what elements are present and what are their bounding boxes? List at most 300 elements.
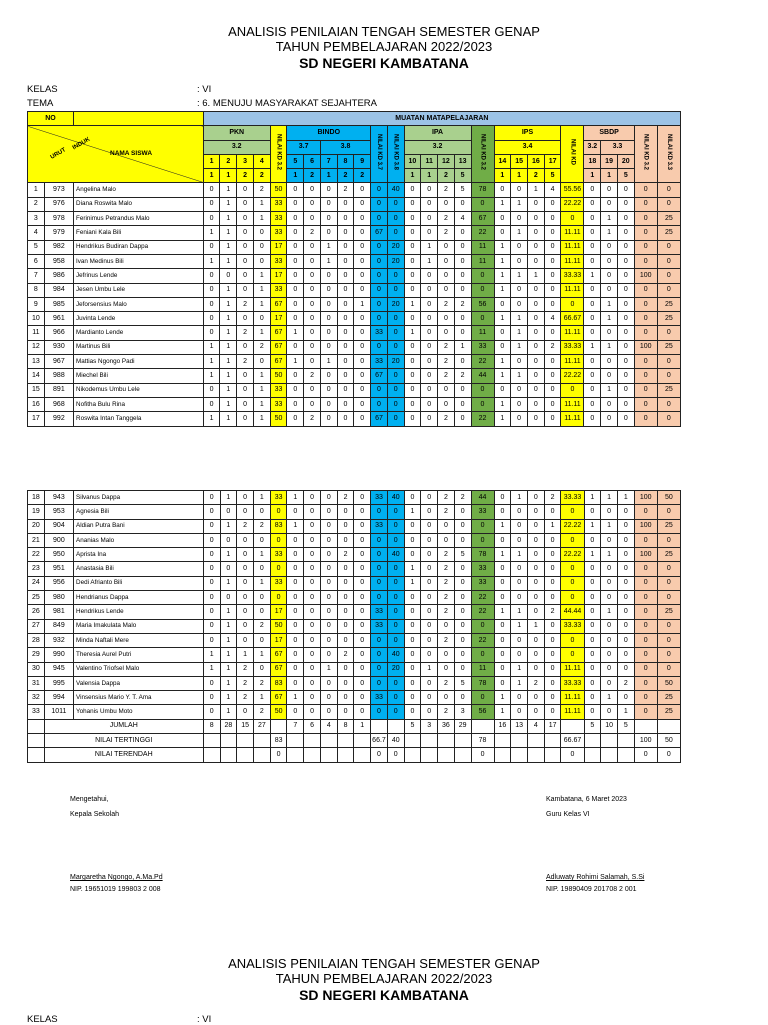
score-cell: 0 [337,240,354,254]
header-question: 14 [494,154,511,168]
score-cell: 0 [544,533,561,547]
header-ips-kd: 3.4 [494,140,561,154]
score-cell: 0 [544,591,561,605]
sig-left-2: Kepala Sekolah [70,811,120,818]
score-cell: 0 [528,662,545,676]
score-cell: 44 [471,369,494,383]
score-cell: 33 [270,548,287,562]
score-cell: 1 [220,355,237,369]
score-cell: 0 [354,383,371,397]
score-cell: 0 [304,519,321,533]
student-name: Ananias Malo [74,533,204,547]
score-cell: 0 [404,254,421,268]
score-cell: 2 [617,676,634,690]
header-bindo-nilai1: NILAI KD 3.7 [371,126,388,183]
score-cell: 0 [584,240,601,254]
score-cell: 0 [387,340,404,354]
score-cell: 0 [404,312,421,326]
score-cell: 3 [454,705,471,719]
score-cell: 1 [220,226,237,240]
score-cell: 40 [387,548,404,562]
score-cell: 0 [634,691,657,705]
score-cell: 67 [270,340,287,354]
score-cell: 0 [584,297,601,311]
score-cell: 1 [253,383,270,397]
score-cell: 1 [511,312,528,326]
score-cell: 0 [337,397,354,411]
header-ipa-nilai: NILAI KD 3.2 [471,126,494,183]
score-cell: 0 [371,591,388,605]
score-cell: 0 [287,397,304,411]
score-cell: 0 [657,648,680,662]
header-weight: 1 [584,169,601,183]
score-cell: 0 [237,619,254,633]
header-weight: 5 [617,169,634,183]
header-question: 12 [438,154,455,168]
score-cell: 0 [320,648,337,662]
score-cell: 0 [634,397,657,411]
score-cell: 33 [471,562,494,576]
score-cell: 0 [511,591,528,605]
score-cell: 67 [471,212,494,226]
score-cell: 0 [404,676,421,690]
score-cell: 17 [270,240,287,254]
score-cell: 0 [287,591,304,605]
score-cell: 0 [337,269,354,283]
score-cell: 0 [404,240,421,254]
score-cell: 0 [203,605,220,619]
score-cell: 0 [304,326,321,340]
score-cell: 0 [387,269,404,283]
score-cell: 1 [253,397,270,411]
score-cell: 0 [438,691,455,705]
score-cell: 2 [304,412,321,426]
score-cell: 11.11 [561,412,584,426]
score-cell: 0 [253,355,270,369]
score-cell: 2 [438,705,455,719]
score-cell: 0 [371,212,388,226]
header-question: 8 [337,154,354,168]
score-cell: 0 [220,505,237,519]
header-pkn-kd: 3.2 [203,140,270,154]
summary-cell: 13 [511,719,528,733]
score-cell: 2 [438,605,455,619]
summary-label: JUMLAH [44,719,203,733]
score-cell: 1 [601,312,618,326]
score-cell: 1 [494,312,511,326]
row-number: 22 [28,548,45,562]
score-cell: 0 [494,383,511,397]
score-cell: 0 [634,412,657,426]
score-cell: 0 [584,355,601,369]
score-cell: 5 [454,183,471,197]
score-cell: 17 [270,605,287,619]
score-cell: 67 [371,226,388,240]
score-cell: 0 [354,326,371,340]
score-cell: 0 [527,355,544,369]
score-cell: 1 [220,183,237,197]
score-cell: 0 [387,397,404,411]
score-cell: 0 [544,705,561,719]
score-cell: 0 [454,254,471,268]
score-cell: 0 [304,397,321,411]
score-cell: 0 [387,383,404,397]
student-id: 995 [44,676,73,690]
score-cell: 0 [634,226,657,240]
score-cell: 0 [544,676,561,690]
score-cell: 33.33 [561,340,584,354]
score-cell: 2 [438,548,455,562]
row-number: 15 [28,383,45,397]
score-cell: 0 [421,619,438,633]
score-cell: 0 [220,591,237,605]
summary-blank [28,719,45,733]
score-cell: 0 [404,533,421,547]
header-question: 5 [287,154,304,168]
row-number: 19 [28,505,45,519]
score-cell: 11.11 [561,705,584,719]
score-cell: 0 [371,676,388,690]
score-cell: 0 [657,562,680,576]
score-cell: 33 [371,326,388,340]
row-number: 12 [28,340,45,354]
score-cell: 1 [421,662,438,676]
score-cell: 0 [634,383,657,397]
score-cell: 0 [354,412,371,426]
score-cell: 0 [528,491,545,505]
score-cell: 0 [203,705,220,719]
score-cell: 0 [511,633,528,647]
summary-cell [220,734,237,748]
score-cell: 0 [354,705,371,719]
score-cell: 0 [584,676,601,690]
score-cell: 56 [471,705,494,719]
table-row [28,619,681,633]
score-cell: 0 [544,240,561,254]
row-number: 1 [28,183,45,197]
score-cell: 25 [657,212,680,226]
score-cell: 2 [454,491,471,505]
score-cell: 4 [544,312,561,326]
score-cell: 1 [253,491,270,505]
score-cell: 0 [237,548,254,562]
score-cell: 0 [387,533,404,547]
score-cell: 0 [634,505,657,519]
score-cell: 0 [320,691,337,705]
score-cell: 2 [438,591,455,605]
student-id: 951 [44,562,73,576]
score-cell: 0 [544,648,561,662]
score-cell: 0 [237,633,254,647]
row-number: 26 [28,605,45,619]
score-cell: 0 [454,662,471,676]
score-cell: 0 [237,183,254,197]
summary-cell [371,719,388,733]
score-cell: 0 [494,212,511,226]
student-name: Ivan Medinus Bili [74,254,204,268]
score-cell: 0 [287,240,304,254]
summary-cell [421,734,438,748]
student-name: Jesen Umbu Lele [74,283,204,297]
score-cell: 1 [203,340,220,354]
score-cell: 0 [601,183,618,197]
summary-cell [287,734,304,748]
score-cell: 0 [387,283,404,297]
score-cell: 1 [494,691,511,705]
score-cell: 22 [471,591,494,605]
score-cell: 20 [387,662,404,676]
score-cell: 1 [320,662,337,676]
score-cell: 0 [354,676,371,690]
score-cell: 0 [634,283,657,297]
score-cell: 1 [354,297,371,311]
summary-cell: 8 [337,719,354,733]
score-cell: 0 [617,619,634,633]
score-cell: 0 [320,212,337,226]
score-cell: 0 [404,369,421,383]
student-id: 930 [44,340,73,354]
score-cell: 0 [438,312,455,326]
score-cell: 0 [203,383,220,397]
score-cell: 1 [220,240,237,254]
score-cell: 0 [634,212,657,226]
score-cell: 0 [544,212,561,226]
title-line-1: ANALISIS PENILAIAN TENGAH SEMESTER GENAP [228,24,540,39]
table-row [28,519,681,533]
score-cell: 0 [253,591,270,605]
score-cell: 0 [657,397,680,411]
score-cell: 0 [421,383,438,397]
row-number: 9 [28,297,45,311]
score-cell: 1 [601,491,618,505]
score-cell: 0 [371,283,388,297]
row-number: 29 [28,648,45,662]
summary-cell [354,748,371,762]
score-cell: 0 [354,691,371,705]
score-cell: 0 [657,183,680,197]
header-question: 10 [404,154,421,168]
score-cell: 0 [494,297,511,311]
score-cell: 0 [404,412,421,426]
score-cell: 0 [237,312,254,326]
score-cell: 0 [511,397,528,411]
score-cell: 0 [454,355,471,369]
score-cell: 0 [237,269,254,283]
score-cell: 0 [601,254,618,268]
score-cell: 2 [337,648,354,662]
score-table-2 [27,490,681,763]
score-cell: 0 [354,283,371,297]
score-cell: 0 [511,297,528,311]
score-cell: 2 [544,491,561,505]
score-cell: 0 [454,326,471,340]
table-row [28,326,681,340]
row-number: 23 [28,562,45,576]
student-name: Hendrikus Budiran Dappa [74,240,204,254]
score-cell: 0 [634,533,657,547]
score-cell: 11.11 [561,662,584,676]
score-cell: 0 [304,183,321,197]
score-cell: 0 [657,197,680,211]
score-cell: 78 [471,676,494,690]
student-id: 978 [44,212,73,226]
score-cell: 0 [337,519,354,533]
score-cell: 2 [253,340,270,354]
score-cell: 2 [337,491,354,505]
score-cell: 1 [220,254,237,268]
score-cell: 25 [657,519,680,533]
score-cell: 0 [287,383,304,397]
score-cell: 0 [421,412,438,426]
score-cell: 0 [304,212,321,226]
score-cell: 0 [354,226,371,240]
summary-cell [634,719,657,733]
score-cell: 0 [287,212,304,226]
score-cell: 0 [304,297,321,311]
summary-cell: 16 [494,719,511,733]
score-cell: 11.11 [561,397,584,411]
score-cell: 0 [657,505,680,519]
score-cell: 4 [454,212,471,226]
summary-cell [337,734,354,748]
summary-blank [28,734,45,748]
score-cell: 0 [421,705,438,719]
score-cell: 0 [287,576,304,590]
score-cell: 0 [584,197,601,211]
score-cell: 0 [561,648,584,662]
score-cell: 25 [657,297,680,311]
header-bindo-kd2: 3.8 [320,140,370,154]
student-id: 990 [44,648,73,662]
score-cell: 1 [544,519,561,533]
score-cell: 83 [270,676,287,690]
header-question: 11 [421,154,438,168]
score-cell: 0 [404,519,421,533]
score-cell: 1 [220,619,237,633]
score-cell: 0 [528,691,545,705]
score-cell: 0 [304,591,321,605]
score-cell: 33 [270,197,287,211]
score-cell: 0 [387,226,404,240]
score-cell: 1 [494,412,511,426]
score-cell: 0 [421,491,438,505]
score-cell: 0 [454,519,471,533]
summary-cell: 66.67 [561,734,584,748]
summary-cell: 0 [270,748,287,762]
summary-cell [511,734,528,748]
score-cell: 0 [354,197,371,211]
score-cell: 0 [527,254,544,268]
score-cell: 0 [337,505,354,519]
header-question: 4 [253,154,270,168]
score-cell: 11.11 [561,691,584,705]
score-cell: 0 [387,312,404,326]
score-cell: 0 [320,226,337,240]
score-cell: 0 [304,633,321,647]
score-cell: 0 [494,326,511,340]
summary-cell: 66.7 [371,734,388,748]
score-cell: 0 [601,619,618,633]
score-cell: 1 [494,355,511,369]
score-cell: 33 [371,519,388,533]
summary-cell: 28 [220,719,237,733]
score-cell: 0 [421,226,438,240]
table-row [28,369,681,383]
score-cell: 0 [421,197,438,211]
score-cell: 0 [287,548,304,562]
score-cell: 0 [404,691,421,705]
score-cell: 2 [237,326,254,340]
score-cell: 0 [354,312,371,326]
score-cell: 2 [253,676,270,690]
student-name: Martinus Bili [74,340,204,354]
score-cell: 0 [304,197,321,211]
row-number: 17 [28,412,45,426]
table-row [28,355,681,369]
summary-cell: 7 [287,719,304,733]
score-cell: 1 [601,605,618,619]
score-cell: 20 [387,297,404,311]
summary-cell [320,748,337,762]
score-cell: 2 [237,297,254,311]
score-cell: 0 [584,691,601,705]
score-cell: 0 [584,533,601,547]
header-weight: 5 [544,169,561,183]
student-name: Roswita Intan Tanggela [74,412,204,426]
score-cell: 0 [494,562,511,576]
footer-kelas-label: KELAS [27,1014,58,1025]
score-cell: 0 [270,533,287,547]
score-cell: 1 [220,326,237,340]
score-cell: 0 [601,269,618,283]
score-cell: 25 [657,383,680,397]
score-cell: 0 [320,312,337,326]
score-cell: 0 [471,269,494,283]
score-cell: 0 [601,562,618,576]
table-row [28,562,681,576]
header-nama: NAMA SISWA [110,150,153,158]
header-question: 20 [617,154,634,168]
score-cell: 0 [527,226,544,240]
header-sbdp-nilai1: NILAI KD 3.2 [634,126,657,183]
score-cell: 0 [601,283,618,297]
row-number: 4 [28,226,45,240]
score-cell: 0 [337,533,354,547]
score-cell: 0 [421,183,438,197]
score-cell: 0 [320,591,337,605]
score-cell: 0 [544,397,561,411]
score-cell: 67 [371,412,388,426]
header-question: 6 [304,154,321,168]
score-cell: 0 [454,312,471,326]
score-cell: 0 [203,491,220,505]
student-name: Agnesia Bili [74,505,204,519]
score-cell: 0 [203,212,220,226]
score-cell: 0 [634,355,657,369]
score-cell: 0 [203,691,220,705]
score-cell: 0 [601,648,618,662]
score-cell: 0 [304,605,321,619]
summary-cell [304,748,321,762]
summary-cell [253,748,270,762]
score-cell: 2 [237,519,254,533]
summary-cell: 15 [237,719,254,733]
student-id: 981 [44,605,73,619]
score-cell: 0 [617,383,634,397]
score-cell: 0 [320,491,337,505]
summary-cell [544,734,561,748]
score-cell: 1 [220,576,237,590]
